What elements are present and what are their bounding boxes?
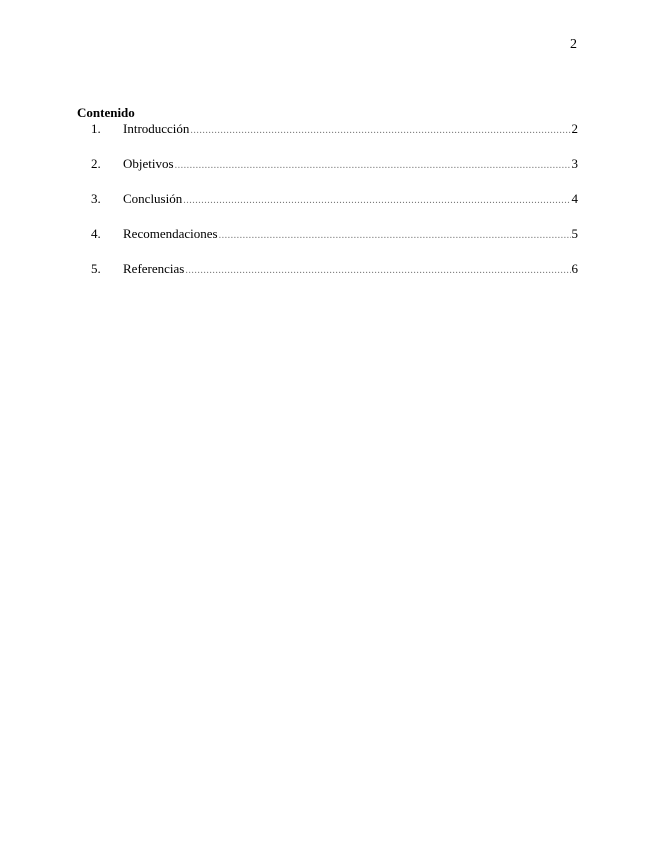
toc-entry-recomendaciones[interactable] xyxy=(77,226,578,242)
toc-entry-number: 1. xyxy=(91,121,101,136)
toc-entry-conclusion[interactable] xyxy=(77,191,578,207)
toc-entry-title[interactable]: Referencias xyxy=(123,261,185,276)
toc-entry-number: 2. xyxy=(91,156,101,171)
toc-entry-title[interactable]: Objetivos xyxy=(123,156,174,171)
table-of-contents xyxy=(77,105,578,296)
toc-dot-leader xyxy=(219,228,571,244)
toc-entry-number: 3. xyxy=(91,191,101,206)
toc-heading: Contenido xyxy=(77,105,135,120)
toc-entry-introduccion[interactable] xyxy=(77,121,578,137)
toc-entry-page: 4 xyxy=(571,191,578,206)
toc-entry-referencias[interactable] xyxy=(77,261,578,277)
toc-entry-page: 2 xyxy=(571,121,578,136)
page-number: 2 xyxy=(570,37,577,52)
toc-entry-objetivos[interactable] xyxy=(77,156,578,172)
toc-entry-title[interactable]: Recomendaciones xyxy=(123,226,218,241)
toc-entry-number: 4. xyxy=(91,226,101,241)
toc-list xyxy=(77,121,578,277)
toc-entry-page: 3 xyxy=(571,156,578,171)
toc-entry-title[interactable]: Introducción xyxy=(123,121,190,136)
toc-dot-leader xyxy=(183,193,570,209)
toc-entry-page: 5 xyxy=(571,226,578,241)
toc-entry-number: 5. xyxy=(91,261,101,276)
toc-dot-leader xyxy=(185,263,570,279)
toc-entry-title[interactable]: Conclusión xyxy=(123,191,183,206)
toc-dot-leader xyxy=(175,158,571,174)
toc-entry-page: 6 xyxy=(571,261,578,276)
toc-dot-leader xyxy=(190,123,570,139)
